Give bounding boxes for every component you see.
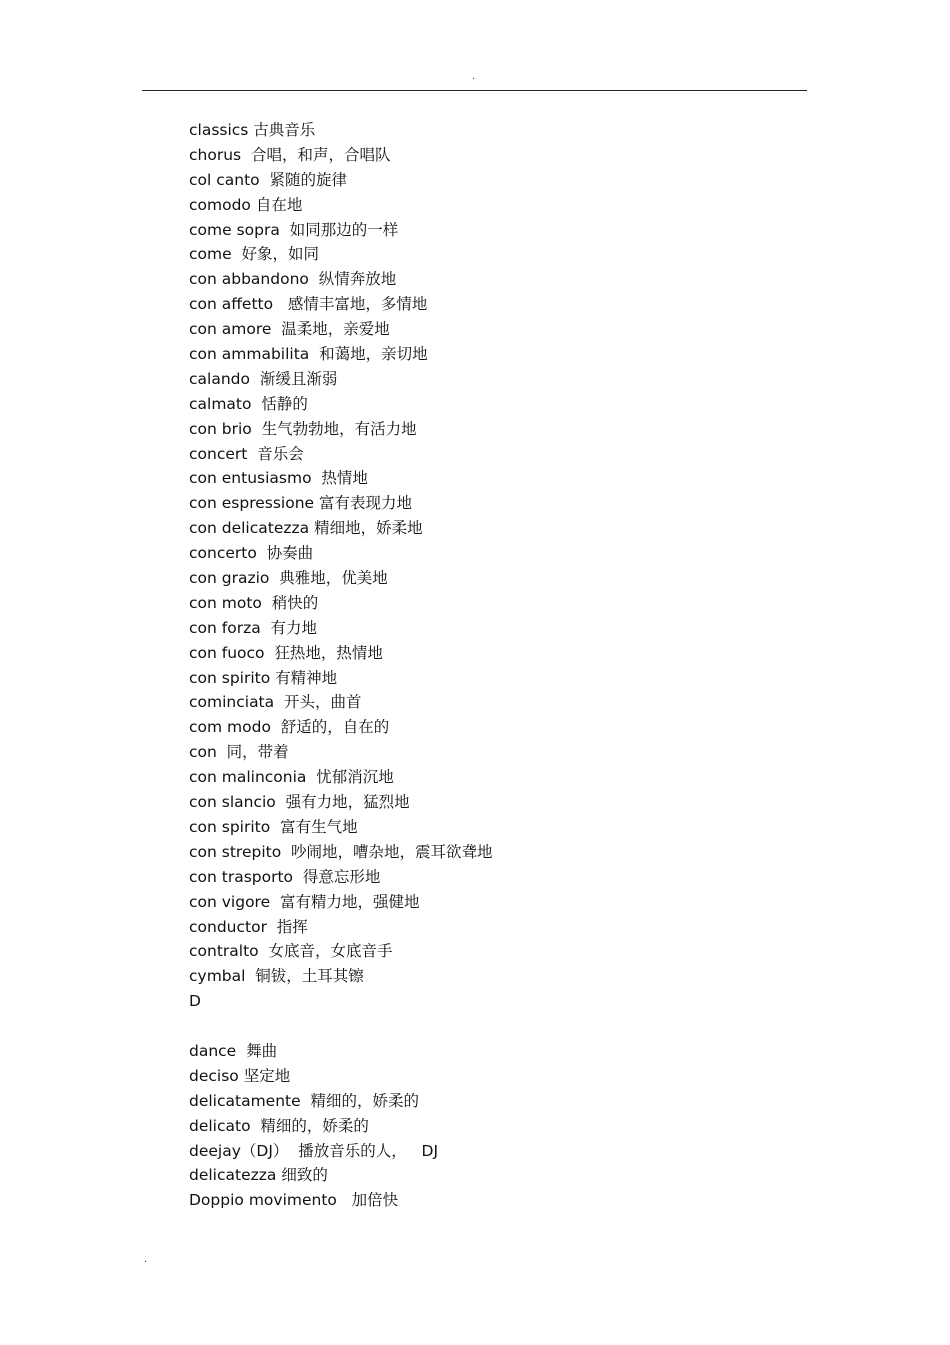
glossary-entry: con vigore 富有精力地，强健地	[189, 892, 420, 911]
glossary-entry: con strepito 吵闹地，嘈杂地，震耳欲聋地	[189, 842, 493, 861]
blank-line	[189, 1014, 493, 1039]
glossary-entry: chorus 合唱，和声，合唱队	[189, 145, 391, 164]
glossary-entry: con spirito 富有生气地	[189, 817, 358, 836]
glossary-entry: con trasporto 得意忘形地	[189, 867, 381, 886]
glossary-entry: come 好象，如同	[189, 245, 319, 264]
glossary-entry: deciso 坚定地	[189, 1066, 291, 1085]
glossary-entry: con delicatezza 精细地，娇柔地	[189, 519, 423, 538]
glossary-entry: con moto 稍快的	[189, 593, 319, 612]
glossary-entry: con slancio 强有力地，猛烈地	[189, 793, 410, 812]
glossary-entry: dance 舞曲	[189, 1041, 278, 1060]
glossary-entry: comodo 自在地	[189, 195, 303, 214]
glossary-entry: con abbandono 纵情奔放地	[189, 270, 397, 289]
glossary-entry: con fuoco 狂热地，热情地	[189, 643, 383, 662]
glossary-entry: col canto 紧随的旋律	[189, 170, 347, 189]
glossary-entry: delicato 精细的，娇柔的	[189, 1116, 369, 1135]
glossary-entry: cymbal 铜钹，土耳其镲	[189, 967, 364, 986]
glossary-entry: classics 古典音乐	[189, 121, 316, 139]
glossary-entry: come sopra 如同那边的一样	[189, 220, 399, 239]
glossary-entry: con malinconia 忧郁消沉地	[189, 768, 394, 787]
glossary-entry: con spirito 有精神地	[189, 668, 338, 687]
glossary-entry: con 同，带着	[189, 743, 289, 762]
section-letter: D	[189, 992, 201, 1011]
glossary-entry: concert 音乐会	[189, 444, 304, 463]
glossary-entry: Doppio movimento 加倍快	[189, 1191, 399, 1210]
header-rule	[142, 90, 807, 91]
glossary-entry: deejay（DJ） 播放音乐的人， DJ	[189, 1141, 439, 1160]
glossary-entry: calmato 恬静的	[189, 394, 308, 413]
header-mark: .	[472, 71, 476, 82]
glossary-entry: con amore 温柔地，亲爱地	[189, 320, 390, 339]
glossary-list	[189, 118, 493, 1213]
glossary-entry: calando 渐缓且渐弱	[189, 369, 338, 388]
glossary-entry: delicatezza 细致的	[189, 1166, 328, 1185]
glossary-entry: con ammabilita 和蔼地，亲切地	[189, 345, 428, 364]
glossary-entry: cominciata 开头，曲首	[189, 693, 362, 712]
glossary-entry: con espressione 富有表现力地	[189, 494, 413, 513]
glossary-entry: conductor 指挥	[189, 917, 308, 936]
glossary-entry: con brio 生气勃勃地，有活力地	[189, 419, 417, 438]
glossary-entry: con entusiasmo 热情地	[189, 469, 368, 488]
glossary-entry: concerto 协奏曲	[189, 544, 314, 563]
glossary-entry: com modo 舒适的，自在的	[189, 718, 390, 737]
glossary-entry: con forza 有力地	[189, 618, 318, 637]
glossary-entry: con affetto 感情丰富地，多情地	[189, 295, 428, 314]
glossary-entry: con grazio 典雅地，优美地	[189, 569, 388, 588]
footer-mark: .	[144, 1254, 148, 1265]
glossary-entry: contralto 女底音，女底音手	[189, 942, 393, 961]
glossary-entry: delicatamente 精细的，娇柔的	[189, 1091, 420, 1110]
